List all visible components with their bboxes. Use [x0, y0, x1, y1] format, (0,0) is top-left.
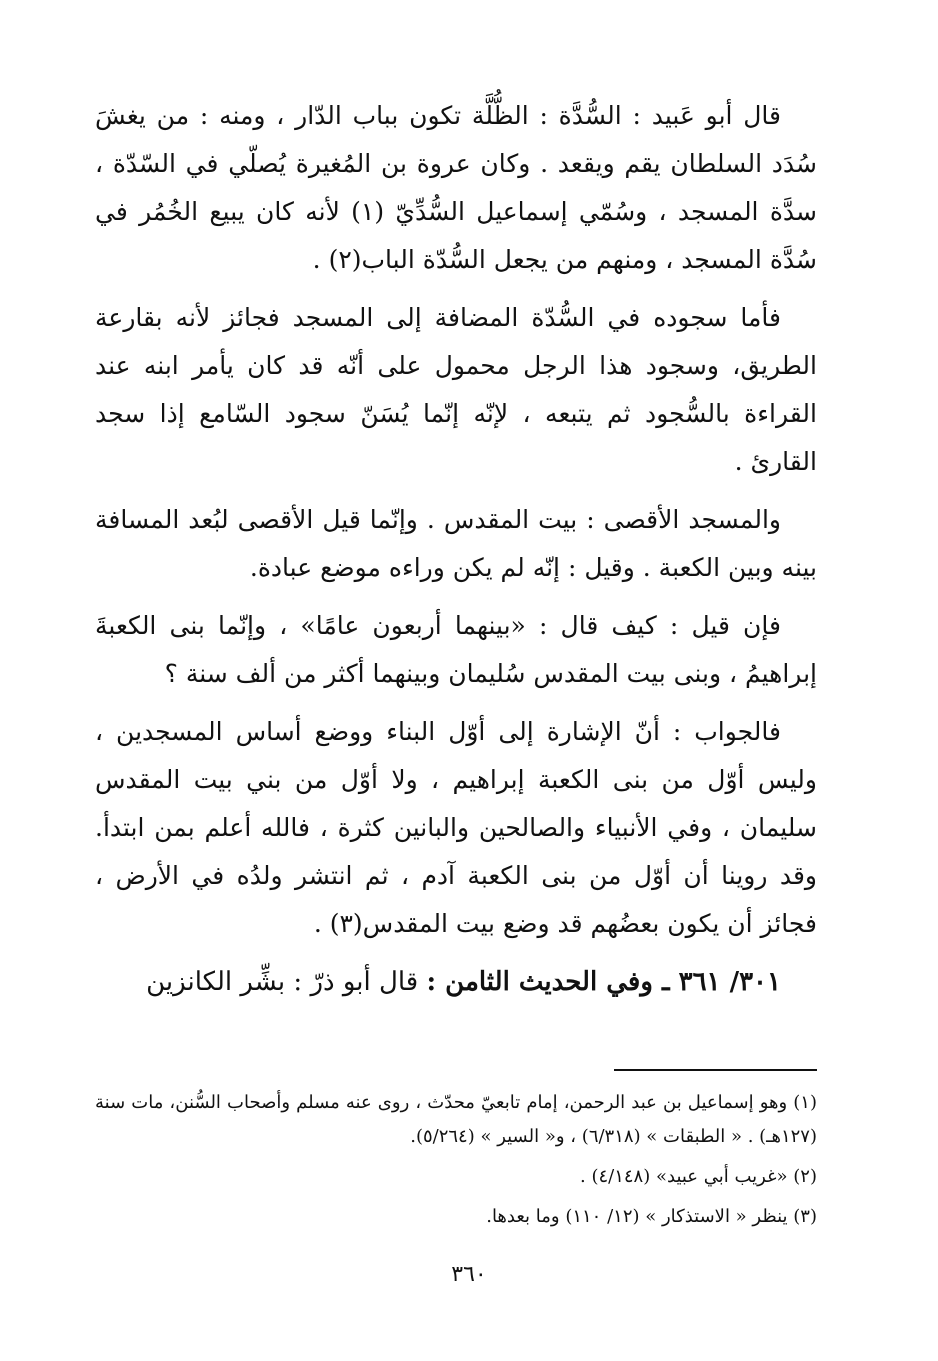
footnote-3: (٣) ينظر « الاستذكار » (١٢/ ١١٠) وما بعدها.: [486, 1206, 817, 1227]
hadith-number: ٣٠١/ ٣٦١ ـ وفي الحديث الثامن :: [426, 967, 781, 997]
footnote-2: (٢) «غريب أبي عبيد» (٤/١٤٨) .: [580, 1166, 817, 1187]
page-number: ٣٦٠: [451, 1262, 487, 1287]
paragraph-sujud: فأما سجوده في السُّدّة المضافة إلى المسجد فجائز لأنه بقارعة الطريق، وسجود هذا الرجل محمول على أنّه قد كان يأمر ابنه عند القراءة بالسُّجود ثم يتبعه ، لإنّه إنّما يُسَنّ سجود السّامع إذا سجد القارئ .: [95, 303, 817, 476]
paragraph-answer: فالجواب : أنّ الإشارة إلى أوّل البناء ووضع أساس المسجدين ، وليس أوّل من بنى الكعبة إبراهيم ، ولا أوّل من بني بيت المقدس سليمان ، وفي الأنبياء والصالحين والبانين كثرة ، فالله أعلم بمن ابتدأ. وقد روينا أن أوّل من بنى الكعبة آدم ، ثم انتشر ولدُه في الأرض ، فجائز أن يكون بعضُهم قد وضع بيت المقدس(٣) .: [95, 717, 817, 938]
main-text: [95, 92, 817, 1006]
footnotes: [95, 1086, 817, 1240]
footnote-1: (١) وهو إسماعيل بن عبد الرحمن، إمام تابعيّ محدّث ، روى عنه مسلم وأصحاب السُّنن، مات سنة (١٢٧هـ) . « الطبقات » (٦/٣١٨) ، و« السير » (٥/٢٦٤).: [95, 1092, 817, 1147]
paragraph-sudda: قال أبو عَبيد : السُّدَّة : الظُّلَّة تكون بباب الدّار ، ومنه : من يغشَ سُدَد السلطان يقم ويقعد . وكان عروة بن المُغيرة يُصلّي في السّدّة ، سدَّة المسجد ، وسُمّي إسماعيل السُّدِّيّ (١) لأنه كان يبيع الخُمُر في سُدَّة المسجد ، ومنهم من يجعل السُّدّة الباب(٢) .: [95, 101, 817, 274]
hadith-heading: [95, 958, 817, 1006]
paragraph-aqsa: والمسجد الأقصى : بيت المقدس . وإنّما قيل الأقصى لبُعد المسافة بينه وبين الكعبة . وقيل : إنّه لم يكن وراءه موضع عبادة.: [95, 505, 817, 582]
hadith-text: قال أبو ذرّ : بشِّر الكانزين: [146, 967, 427, 997]
footnote-divider: [614, 1069, 817, 1071]
paragraph-question: فإن قيل : كيف قال : «بينهما أربعون عامًا» ، وإنّما بنى الكعبةَ إبراهيمُ ، وبنى بيت المقدس سُليمان وبينهما أكثر من ألف سنة ؟: [95, 611, 817, 688]
